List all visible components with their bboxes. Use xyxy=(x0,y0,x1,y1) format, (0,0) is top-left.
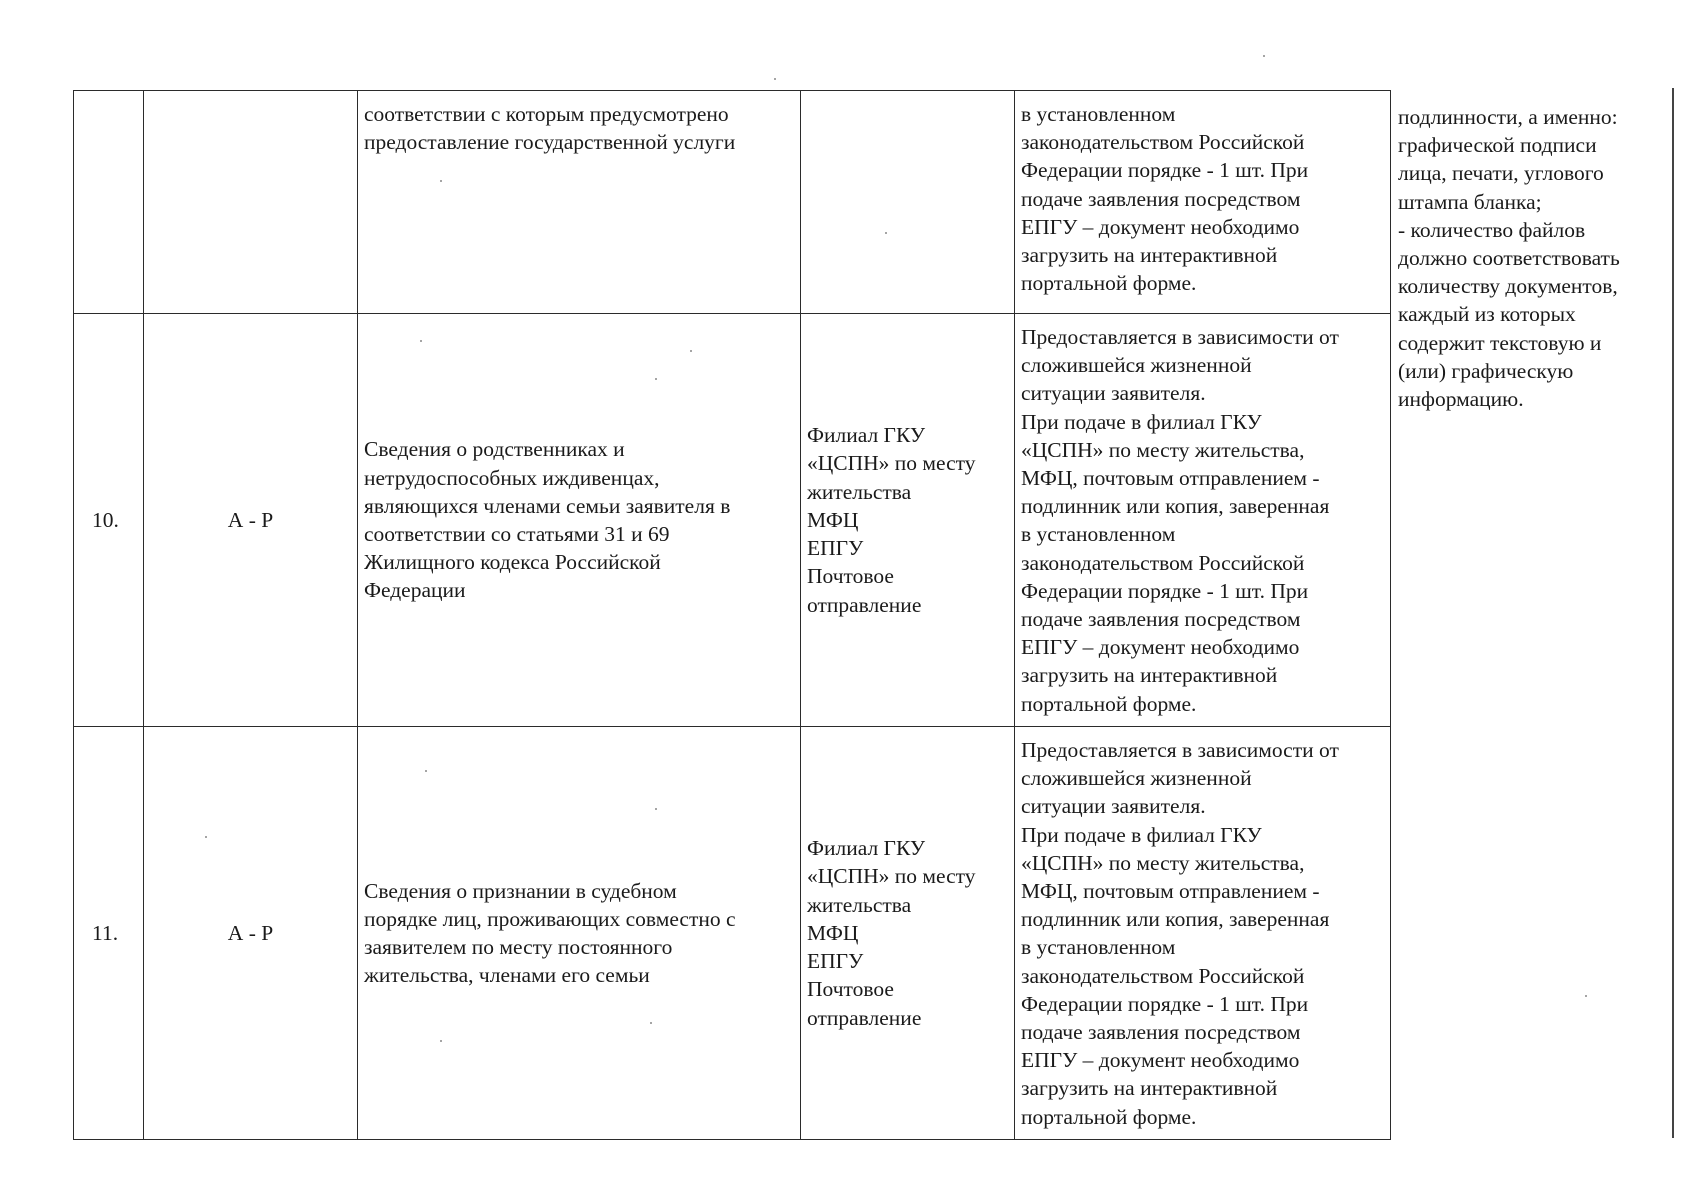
cell-requirements xyxy=(1015,314,1391,727)
text-line: соответствии с которым предусмотрено xyxy=(364,102,729,126)
text-line: жительства, членами его семьи xyxy=(364,963,650,988)
text-line: законодательством Российской xyxy=(1021,550,1305,575)
text-line: в установленном xyxy=(1021,935,1176,960)
text-line: жительства xyxy=(807,479,912,504)
documents-table xyxy=(73,90,1391,1140)
text-line: Филиал ГКУ xyxy=(807,423,926,448)
text-line: ЕПГУ – документ необходимо xyxy=(1021,214,1300,239)
scan-speck xyxy=(690,350,692,352)
text-line: портальной форме. xyxy=(1021,271,1197,296)
text-line: каждый из которых xyxy=(1398,302,1576,327)
text-line: ЕПГУ xyxy=(807,949,864,974)
table-row xyxy=(74,727,1391,1140)
text-line: подлинности, а именно: xyxy=(1398,105,1618,129)
text-line: «ЦСПН» по месту жительства, xyxy=(1021,850,1305,875)
row-code: А - Р xyxy=(227,920,274,945)
text-line: содержит текстовую и xyxy=(1398,330,1602,355)
text-line: МФЦ, почтовым отправлением - xyxy=(1021,466,1320,491)
text-line: Сведения о родственниках и xyxy=(364,437,625,462)
text-line: Федерации порядке - 1 шт. При xyxy=(1021,578,1309,603)
text-line: отправление xyxy=(807,592,922,617)
text-line: Почтовое xyxy=(807,564,894,589)
text-line: МФЦ xyxy=(807,507,859,532)
text-line: количеству документов, xyxy=(1398,274,1618,299)
text-line: подлинник или копия, заверенная xyxy=(1021,907,1330,932)
text-line: заявителем по месту постоянного xyxy=(364,935,673,959)
cell-submission-place xyxy=(801,91,1015,314)
text-line: ЕПГУ xyxy=(807,536,864,561)
text-line: сложившейся жизненной xyxy=(1021,766,1252,791)
scan-speck xyxy=(440,180,442,182)
cell-number xyxy=(74,314,144,727)
row-number: 11. xyxy=(92,920,119,945)
scan-speck xyxy=(1585,995,1587,997)
text-line: подаче заявления посредством xyxy=(1021,1020,1301,1045)
text-line: подлинник или копия, заверенная xyxy=(1021,494,1330,519)
text-line: - количество файлов xyxy=(1398,217,1586,242)
scan-speck xyxy=(655,808,657,810)
text-line: отправление xyxy=(807,1005,922,1030)
text-line: При подаче в филиал ГКУ xyxy=(1021,822,1262,847)
cell-code xyxy=(144,91,358,314)
text-line: Сведения о признании в судебном xyxy=(364,878,677,903)
scan-speck xyxy=(650,1022,652,1024)
cell-document-name xyxy=(358,91,801,314)
cell-document-name xyxy=(358,727,801,1140)
scan-speck xyxy=(774,78,776,80)
text-line: жительства xyxy=(807,892,912,917)
text-line: Почтовое xyxy=(807,977,894,1002)
text-line: ЕПГУ – документ необходимо xyxy=(1021,1048,1300,1073)
text-line: штампа бланка; xyxy=(1398,189,1542,214)
table-row xyxy=(74,314,1391,727)
text-line: «ЦСПН» по месту xyxy=(807,864,976,889)
cell-number xyxy=(74,727,144,1140)
text-line: (или) графическую xyxy=(1398,358,1574,383)
text-line: «ЦСПН» по месту xyxy=(807,451,976,476)
text-line: Федерации порядке - 1 шт. При xyxy=(1021,991,1309,1016)
text-line: нетрудоспособных иждивенцах, xyxy=(364,465,660,490)
text-line: законодательством Российской xyxy=(1021,130,1305,155)
row-code: А - Р xyxy=(227,507,274,532)
cell-number xyxy=(74,91,144,314)
scan-speck xyxy=(885,232,887,234)
text-line: При подаче в филиал ГКУ xyxy=(1021,409,1262,434)
text-line: законодательством Российской xyxy=(1021,963,1305,988)
text-line: подаче заявления посредством xyxy=(1021,607,1301,632)
text-line: порядке лиц, проживающих совместно с xyxy=(364,906,736,931)
scan-speck xyxy=(425,770,427,772)
text-line: ЕПГУ – документ необходимо xyxy=(1021,635,1300,660)
scan-speck xyxy=(420,340,422,342)
text-line: загрузить на интерактивной xyxy=(1021,1076,1278,1101)
row-number: 10. xyxy=(92,507,119,532)
text-line: должно соответствовать xyxy=(1398,246,1620,271)
text-line: Федерации порядке - 1 шт. При xyxy=(1021,158,1309,183)
text-line: соответствии со статьями 31 и 69 xyxy=(364,522,670,546)
text-line: в установленном xyxy=(1021,522,1176,547)
text-line: являющихся членами семьи заявителя в xyxy=(364,493,731,518)
scan-speck xyxy=(655,378,657,380)
cell-requirements xyxy=(1015,727,1391,1140)
side-column-text xyxy=(1398,103,1668,413)
text-line: ситуации заявителя. xyxy=(1021,381,1206,406)
text-line: МФЦ, почтовым отправлением - xyxy=(1021,879,1320,904)
text-line: Жилищного кодекса Российской xyxy=(364,550,661,575)
text-line: Филиал ГКУ xyxy=(807,836,926,861)
text-line: сложившейся жизненной xyxy=(1021,353,1252,378)
cell-submission-place xyxy=(801,314,1015,727)
scan-speck xyxy=(205,836,207,838)
text-line: в установленном xyxy=(1021,102,1176,126)
cell-document-name xyxy=(358,314,801,727)
text-line: Федерации xyxy=(364,578,466,603)
text-line: «ЦСПН» по месту жительства, xyxy=(1021,437,1305,462)
text-line: загрузить на интерактивной xyxy=(1021,663,1278,688)
text-line: информацию. xyxy=(1398,387,1524,412)
text-line: лица, печати, углового xyxy=(1398,161,1604,186)
cell-requirements xyxy=(1015,91,1391,314)
scan-speck xyxy=(440,1040,442,1042)
scan-speck xyxy=(1263,55,1265,57)
text-line: Предоставляется в зависимости от xyxy=(1021,738,1339,762)
table-row-continuation xyxy=(74,91,1391,314)
text-line: ситуации заявителя. xyxy=(1021,794,1206,819)
cell-code xyxy=(144,727,358,1140)
text-line: Предоставляется в зависимости от xyxy=(1021,325,1339,349)
text-line: подаче заявления посредством xyxy=(1021,186,1301,211)
cell-code xyxy=(144,314,358,727)
text-line: портальной форме. xyxy=(1021,691,1197,716)
text-line: МФЦ xyxy=(807,920,859,945)
text-line: предоставление государственной услуги xyxy=(364,130,736,155)
text-line: портальной форме. xyxy=(1021,1104,1197,1129)
text-line: графической подписи xyxy=(1398,133,1597,158)
text-line: загрузить на интерактивной xyxy=(1021,243,1278,268)
cell-submission-place xyxy=(801,727,1015,1140)
right-border-rule xyxy=(1672,88,1674,1138)
